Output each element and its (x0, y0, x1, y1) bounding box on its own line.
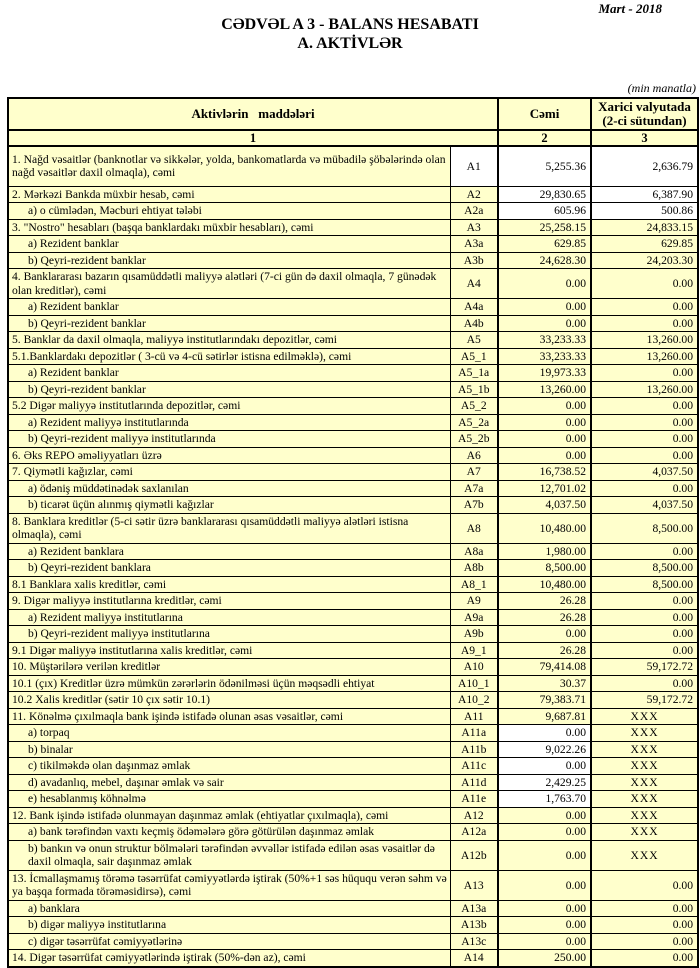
cell-foreign: XXX (591, 708, 698, 725)
row-code: A5_2a (450, 414, 498, 431)
col-number-total: 2 (498, 130, 591, 146)
cell-total: 24,628.30 (498, 252, 591, 269)
table-row (8, 299, 698, 316)
row-label: 7. Qiymətli kağızlar, cəmi (8, 464, 450, 481)
cell-foreign: 0.00 (591, 917, 698, 934)
row-label: 11. Könəlmə çıxılmaqla bank işində istifadə olunan əsas vəsaitlər, cəmi (8, 708, 450, 725)
row-label: a) banklara (8, 900, 450, 917)
row-code: A8a (450, 543, 498, 560)
table-row (8, 675, 698, 692)
cell-foreign: 0.00 (591, 299, 698, 316)
cell-total: 605.96 (498, 203, 591, 220)
row-code: A14 (450, 950, 498, 967)
table-row (8, 642, 698, 659)
table-row (8, 807, 698, 824)
table-row (8, 609, 698, 626)
cell-total: 0.00 (498, 398, 591, 415)
row-code: A2 (450, 186, 498, 203)
cell-total: 1,763.70 (498, 791, 591, 808)
row-code: A3b (450, 252, 498, 269)
cell-foreign: 0.00 (591, 543, 698, 560)
table-row (8, 725, 698, 742)
table-row (8, 708, 698, 725)
cell-foreign: 24,203.30 (591, 252, 698, 269)
row-code: A12b (450, 840, 498, 870)
col-header-total: Cəmi (498, 98, 591, 130)
row-label: b) bankın və onun struktur bölmələri tərəfindən əvvəllər istifadə edilən əsas vəsaitlər də daxil olmaqla, sair daşınmaz əmlak (8, 840, 450, 870)
cell-foreign: 0.00 (591, 626, 698, 643)
table-row (8, 774, 698, 791)
table-row (8, 431, 698, 448)
row-label: 8.1 Banklara xalis kreditlər, cəmi (8, 576, 450, 593)
row-label: c) tikilməkdə olan daşınmaz əmlak (8, 758, 450, 775)
column-number-row (8, 130, 698, 146)
row-code: A10_1 (450, 675, 498, 692)
table-row (8, 659, 698, 676)
row-code: A8_1 (450, 576, 498, 593)
balance-table (7, 97, 699, 968)
page-title-line1: CƏDVƏL A 3 - BALANS HESABATI (221, 16, 479, 33)
col-header-foreign-line2: (2-ci sütundan) (602, 113, 687, 128)
cell-total: 9,687.81 (498, 708, 591, 725)
table-row (8, 219, 698, 236)
cell-total: 29,830.65 (498, 186, 591, 203)
row-code: A7 (450, 464, 498, 481)
cell-total: 0.00 (498, 807, 591, 824)
cell-total: 79,383.71 (498, 692, 591, 709)
col-header-foreign-line1: Xarici valyutada (598, 98, 691, 114)
table-row (8, 414, 698, 431)
table-row (8, 824, 698, 841)
row-label: b) Qeyri-rezident banklar (8, 315, 450, 332)
cell-total: 0.00 (498, 933, 591, 950)
row-code: A7b (450, 497, 498, 514)
row-label: a) o cümlədən, Məcburi ehtiyat tələbi (8, 203, 450, 220)
row-label: b) binalar (8, 741, 450, 758)
row-label: 5.1.Banklardakı depozitlər ( 3-cü və 4-cü sətirlər istisna edilməklə), cəmi (8, 348, 450, 365)
row-label: c) digər təsərrüfat cəmiyyətlərinə (8, 933, 450, 950)
row-code: A11b (450, 741, 498, 758)
row-code: A5_2b (450, 431, 498, 448)
cell-total: 26.28 (498, 609, 591, 626)
cell-total: 0.00 (498, 299, 591, 316)
row-label: 9.1 Digər maliyyə institutlarına xalis kreditlər, cəmi (8, 642, 450, 659)
row-code: A5 (450, 332, 498, 349)
cell-foreign: 0.00 (591, 593, 698, 610)
cell-total: 0.00 (498, 626, 591, 643)
row-code: A1 (450, 146, 498, 186)
row-code: A13c (450, 933, 498, 950)
cell-foreign: XXX (591, 824, 698, 841)
cell-total: 10,480.00 (498, 513, 591, 543)
row-label: 10.1 (çıx) Kreditlər üzrə mümkün zərərlərin ödənilməsi üçün məqsədli ehtiyat (8, 675, 450, 692)
row-label: b) ticarət üçün alınmış qiymətli kağızlar (8, 497, 450, 514)
cell-foreign: XXX (591, 807, 698, 824)
cell-total: 1,980.00 (498, 543, 591, 560)
cell-total: 0.00 (498, 269, 591, 299)
row-code: A5_1 (450, 348, 498, 365)
table-row (8, 186, 698, 203)
row-label: 6. Əks REPO əməliyyatları üzrə (8, 447, 450, 464)
cell-foreign: 0.00 (591, 675, 698, 692)
cell-foreign: 13,260.00 (591, 381, 698, 398)
row-label: b) Qeyri-rezident banklar (8, 381, 450, 398)
cell-total: 250.00 (498, 950, 591, 967)
col-number-foreign: 3 (591, 130, 698, 146)
table-row (8, 203, 698, 220)
row-label: a) Rezident banklara (8, 543, 450, 560)
cell-total: 12,701.02 (498, 480, 591, 497)
table-row (8, 398, 698, 415)
cell-foreign: 0.00 (591, 480, 698, 497)
row-label: d) avadanlıq, mebel, daşınar əmlak və sair (8, 774, 450, 791)
row-label: 1. Nağd vəsaitlər (banknotlar və sikkələr, yolda, bankomatlarda və mübadilə şöbələrində olan nağd vəsaitlər daxil olmaqla), cəmi (8, 146, 450, 186)
cell-foreign: 0.00 (591, 642, 698, 659)
row-code: A4 (450, 269, 498, 299)
table-row (8, 543, 698, 560)
row-label: 8. Banklara kreditlər (5-ci sətir üzrə banklararası qısamüddətli maliyyə alətləri istisna olmaqla), cəmi (8, 513, 450, 543)
row-label: a) Rezident banklar (8, 365, 450, 382)
table-row (8, 741, 698, 758)
report-date: Mart - 2018 (598, 1, 662, 16)
cell-foreign: 0.00 (591, 269, 698, 299)
table-row (8, 269, 698, 299)
row-label: 14. Digər təsərrüfat cəmiyyətlərində iştirak (50%-dən az), cəmi (8, 950, 450, 967)
cell-total: 19,973.33 (498, 365, 591, 382)
cell-total: 0.00 (498, 447, 591, 464)
cell-foreign: 2,636.79 (591, 146, 698, 186)
row-code: A8b (450, 560, 498, 577)
cell-total: 25,258.15 (498, 219, 591, 236)
row-code: A3a (450, 236, 498, 253)
row-label: 10.2 Xalis kreditlər (sətir 10 çıx sətir 10.1) (8, 692, 450, 709)
cell-foreign: 8,500.00 (591, 576, 698, 593)
cell-foreign: 0.00 (591, 315, 698, 332)
cell-total: 629.85 (498, 236, 591, 253)
cell-total: 0.00 (498, 758, 591, 775)
cell-total: 0.00 (498, 315, 591, 332)
row-code: A4a (450, 299, 498, 316)
cell-total: 0.00 (498, 414, 591, 431)
col-header-items: Aktivlərin maddələri (8, 98, 498, 130)
row-label: 9. Digər maliyyə institutlarına kreditlər, cəmi (8, 593, 450, 610)
row-label: 3. "Nostro" hesabları (başqa banklardakı müxbir hesabları), cəmi (8, 219, 450, 236)
cell-foreign: 4,037.50 (591, 497, 698, 514)
row-label: 12. Bank işində istifadə olunmayan daşınmaz əmlak (ehtiyatlar çıxılmaqla), cəmi (8, 807, 450, 824)
table-row (8, 332, 698, 349)
row-label: e) hesablanmış köhnəlmə (8, 791, 450, 808)
cell-foreign: XXX (591, 741, 698, 758)
table-row (8, 252, 698, 269)
row-label: a) Rezident banklar (8, 299, 450, 316)
table-row (8, 480, 698, 497)
table-row (8, 593, 698, 610)
row-code: A10_2 (450, 692, 498, 709)
table-row (8, 950, 698, 967)
cell-foreign: 0.00 (591, 870, 698, 900)
row-label: a) bank tərəfindən vaxtı keçmiş ödəmələrə görə götürülən daşınmaz əmlak (8, 824, 450, 841)
row-code: A13a (450, 900, 498, 917)
col-header-foreign (591, 98, 698, 130)
table-row (8, 146, 698, 186)
row-code: A5_2 (450, 398, 498, 415)
cell-foreign: XXX (591, 840, 698, 870)
row-code: A11e (450, 791, 498, 808)
cell-total: 33,233.33 (498, 332, 591, 349)
table-row (8, 840, 698, 870)
cell-total: 0.00 (498, 917, 591, 934)
row-label: a) Rezident maliyyə institutlarına (8, 609, 450, 626)
cell-total: 13,260.00 (498, 381, 591, 398)
row-code: A3 (450, 219, 498, 236)
row-label: a) Rezident banklar (8, 236, 450, 253)
table-row (8, 576, 698, 593)
table-row (8, 464, 698, 481)
table-row (8, 870, 698, 900)
row-code: A5_1a (450, 365, 498, 382)
cell-foreign: XXX (591, 758, 698, 775)
cell-total: 0.00 (498, 824, 591, 841)
row-code: A5_1b (450, 381, 498, 398)
row-code: A9b (450, 626, 498, 643)
cell-total: 10,480.00 (498, 576, 591, 593)
table-row (8, 365, 698, 382)
row-code: A9_1 (450, 642, 498, 659)
table-row (8, 497, 698, 514)
cell-total: 9,022.26 (498, 741, 591, 758)
cell-total: 0.00 (498, 870, 591, 900)
cell-foreign: 0.00 (591, 398, 698, 415)
row-code: A11d (450, 774, 498, 791)
cell-foreign: 4,037.50 (591, 464, 698, 481)
page-title (0, 16, 700, 54)
cell-total: 26.28 (498, 642, 591, 659)
table-row (8, 315, 698, 332)
row-code: A2a (450, 203, 498, 220)
row-code: A11a (450, 725, 498, 742)
row-code: A7a (450, 480, 498, 497)
row-label: 4. Banklararası bazarın qısamüddətli maliyyə alətləri (7-ci gün də daxil olmaqla, 7 günədək olan kreditlər), cəmi (8, 269, 450, 299)
cell-foreign: 6,387.90 (591, 186, 698, 203)
row-code: A12 (450, 807, 498, 824)
table-row (8, 236, 698, 253)
table-row (8, 348, 698, 365)
table-row (8, 381, 698, 398)
row-code: A6 (450, 447, 498, 464)
row-label: b) Qeyri-rezident maliyyə institutlarına (8, 626, 450, 643)
table-row (8, 933, 698, 950)
row-code: A11 (450, 708, 498, 725)
table-row (8, 791, 698, 808)
cell-foreign: XXX (591, 725, 698, 742)
row-code: A13 (450, 870, 498, 900)
row-label: a) torpaq (8, 725, 450, 742)
cell-foreign: 8,500.00 (591, 560, 698, 577)
cell-total: 0.00 (498, 431, 591, 448)
cell-foreign: XXX (591, 791, 698, 808)
row-label: a) ödəniş müddətinədək saxlanılan (8, 480, 450, 497)
cell-foreign: 8,500.00 (591, 513, 698, 543)
row-code: A12a (450, 824, 498, 841)
row-label: a) Rezident maliyyə institutlarında (8, 414, 450, 431)
row-label: 5. Banklar da daxil olmaqla, maliyyə institutlarındakı depozitlər, cəmi (8, 332, 450, 349)
row-code: A10 (450, 659, 498, 676)
cell-total: 8,500.00 (498, 560, 591, 577)
cell-total: 5,255.36 (498, 146, 591, 186)
cell-foreign: 0.00 (591, 933, 698, 950)
cell-total: 16,738.52 (498, 464, 591, 481)
table-row (8, 513, 698, 543)
table-row (8, 626, 698, 643)
cell-foreign: 500.86 (591, 203, 698, 220)
cell-foreign: 59,172.72 (591, 659, 698, 676)
cell-foreign: 0.00 (591, 447, 698, 464)
cell-total: 30.37 (498, 675, 591, 692)
cell-foreign: 0.00 (591, 900, 698, 917)
row-label: b) Qeyri-rezident maliyyə institutlarında (8, 431, 450, 448)
cell-foreign: 629.85 (591, 236, 698, 253)
cell-total: 79,414.08 (498, 659, 591, 676)
row-code: A8 (450, 513, 498, 543)
row-code: A13b (450, 917, 498, 934)
cell-foreign: 0.00 (591, 609, 698, 626)
cell-foreign: 59,172.72 (591, 692, 698, 709)
cell-total: 26.28 (498, 593, 591, 610)
row-code: A9 (450, 593, 498, 610)
row-code: A11c (450, 758, 498, 775)
row-label: b) digər maliyyə institutlarına (8, 917, 450, 934)
cell-foreign: 13,260.00 (591, 332, 698, 349)
row-label: b) Qeyri-rezident banklar (8, 252, 450, 269)
cell-foreign: 24,833.15 (591, 219, 698, 236)
table-row (8, 447, 698, 464)
table-header-row (8, 98, 698, 130)
table-row (8, 917, 698, 934)
cell-foreign: 13,260.00 (591, 348, 698, 365)
row-code: A9a (450, 609, 498, 626)
row-label: 5.2 Digər maliyyə institutlarında depozitlər, cəmi (8, 398, 450, 415)
unit-note: (min manatla) (627, 81, 696, 95)
row-label: b) Qeyri-rezident banklara (8, 560, 450, 577)
cell-total: 0.00 (498, 725, 591, 742)
cell-foreign: 0.00 (591, 365, 698, 382)
table-row (8, 560, 698, 577)
cell-foreign: 0.00 (591, 431, 698, 448)
page-title-line2: A. AKTİVLƏR (297, 34, 403, 52)
cell-foreign: 0.00 (591, 950, 698, 967)
cell-total: 33,233.33 (498, 348, 591, 365)
cell-total: 0.00 (498, 840, 591, 870)
cell-total: 0.00 (498, 900, 591, 917)
cell-total: 4,037.50 (498, 497, 591, 514)
table-row (8, 692, 698, 709)
row-code: A4b (450, 315, 498, 332)
row-label: 2. Mərkəzi Bankda müxbir hesab, cəmi (8, 186, 450, 203)
cell-foreign: XXX (591, 774, 698, 791)
table-row (8, 900, 698, 917)
table-row (8, 758, 698, 775)
cell-foreign: 0.00 (591, 414, 698, 431)
row-label: 13. İcmallaşmamış törəmə təsərrüfat cəmiyyətlərdə iştirak (50%+1 səs hüququ verən səhm və ya başqa formada törəməsidirsə), cəmi (8, 870, 450, 900)
cell-total: 2,429.25 (498, 774, 591, 791)
col-number-items: 1 (8, 130, 498, 146)
row-label: 10. Müştərilərə verilən kreditlər (8, 659, 450, 676)
